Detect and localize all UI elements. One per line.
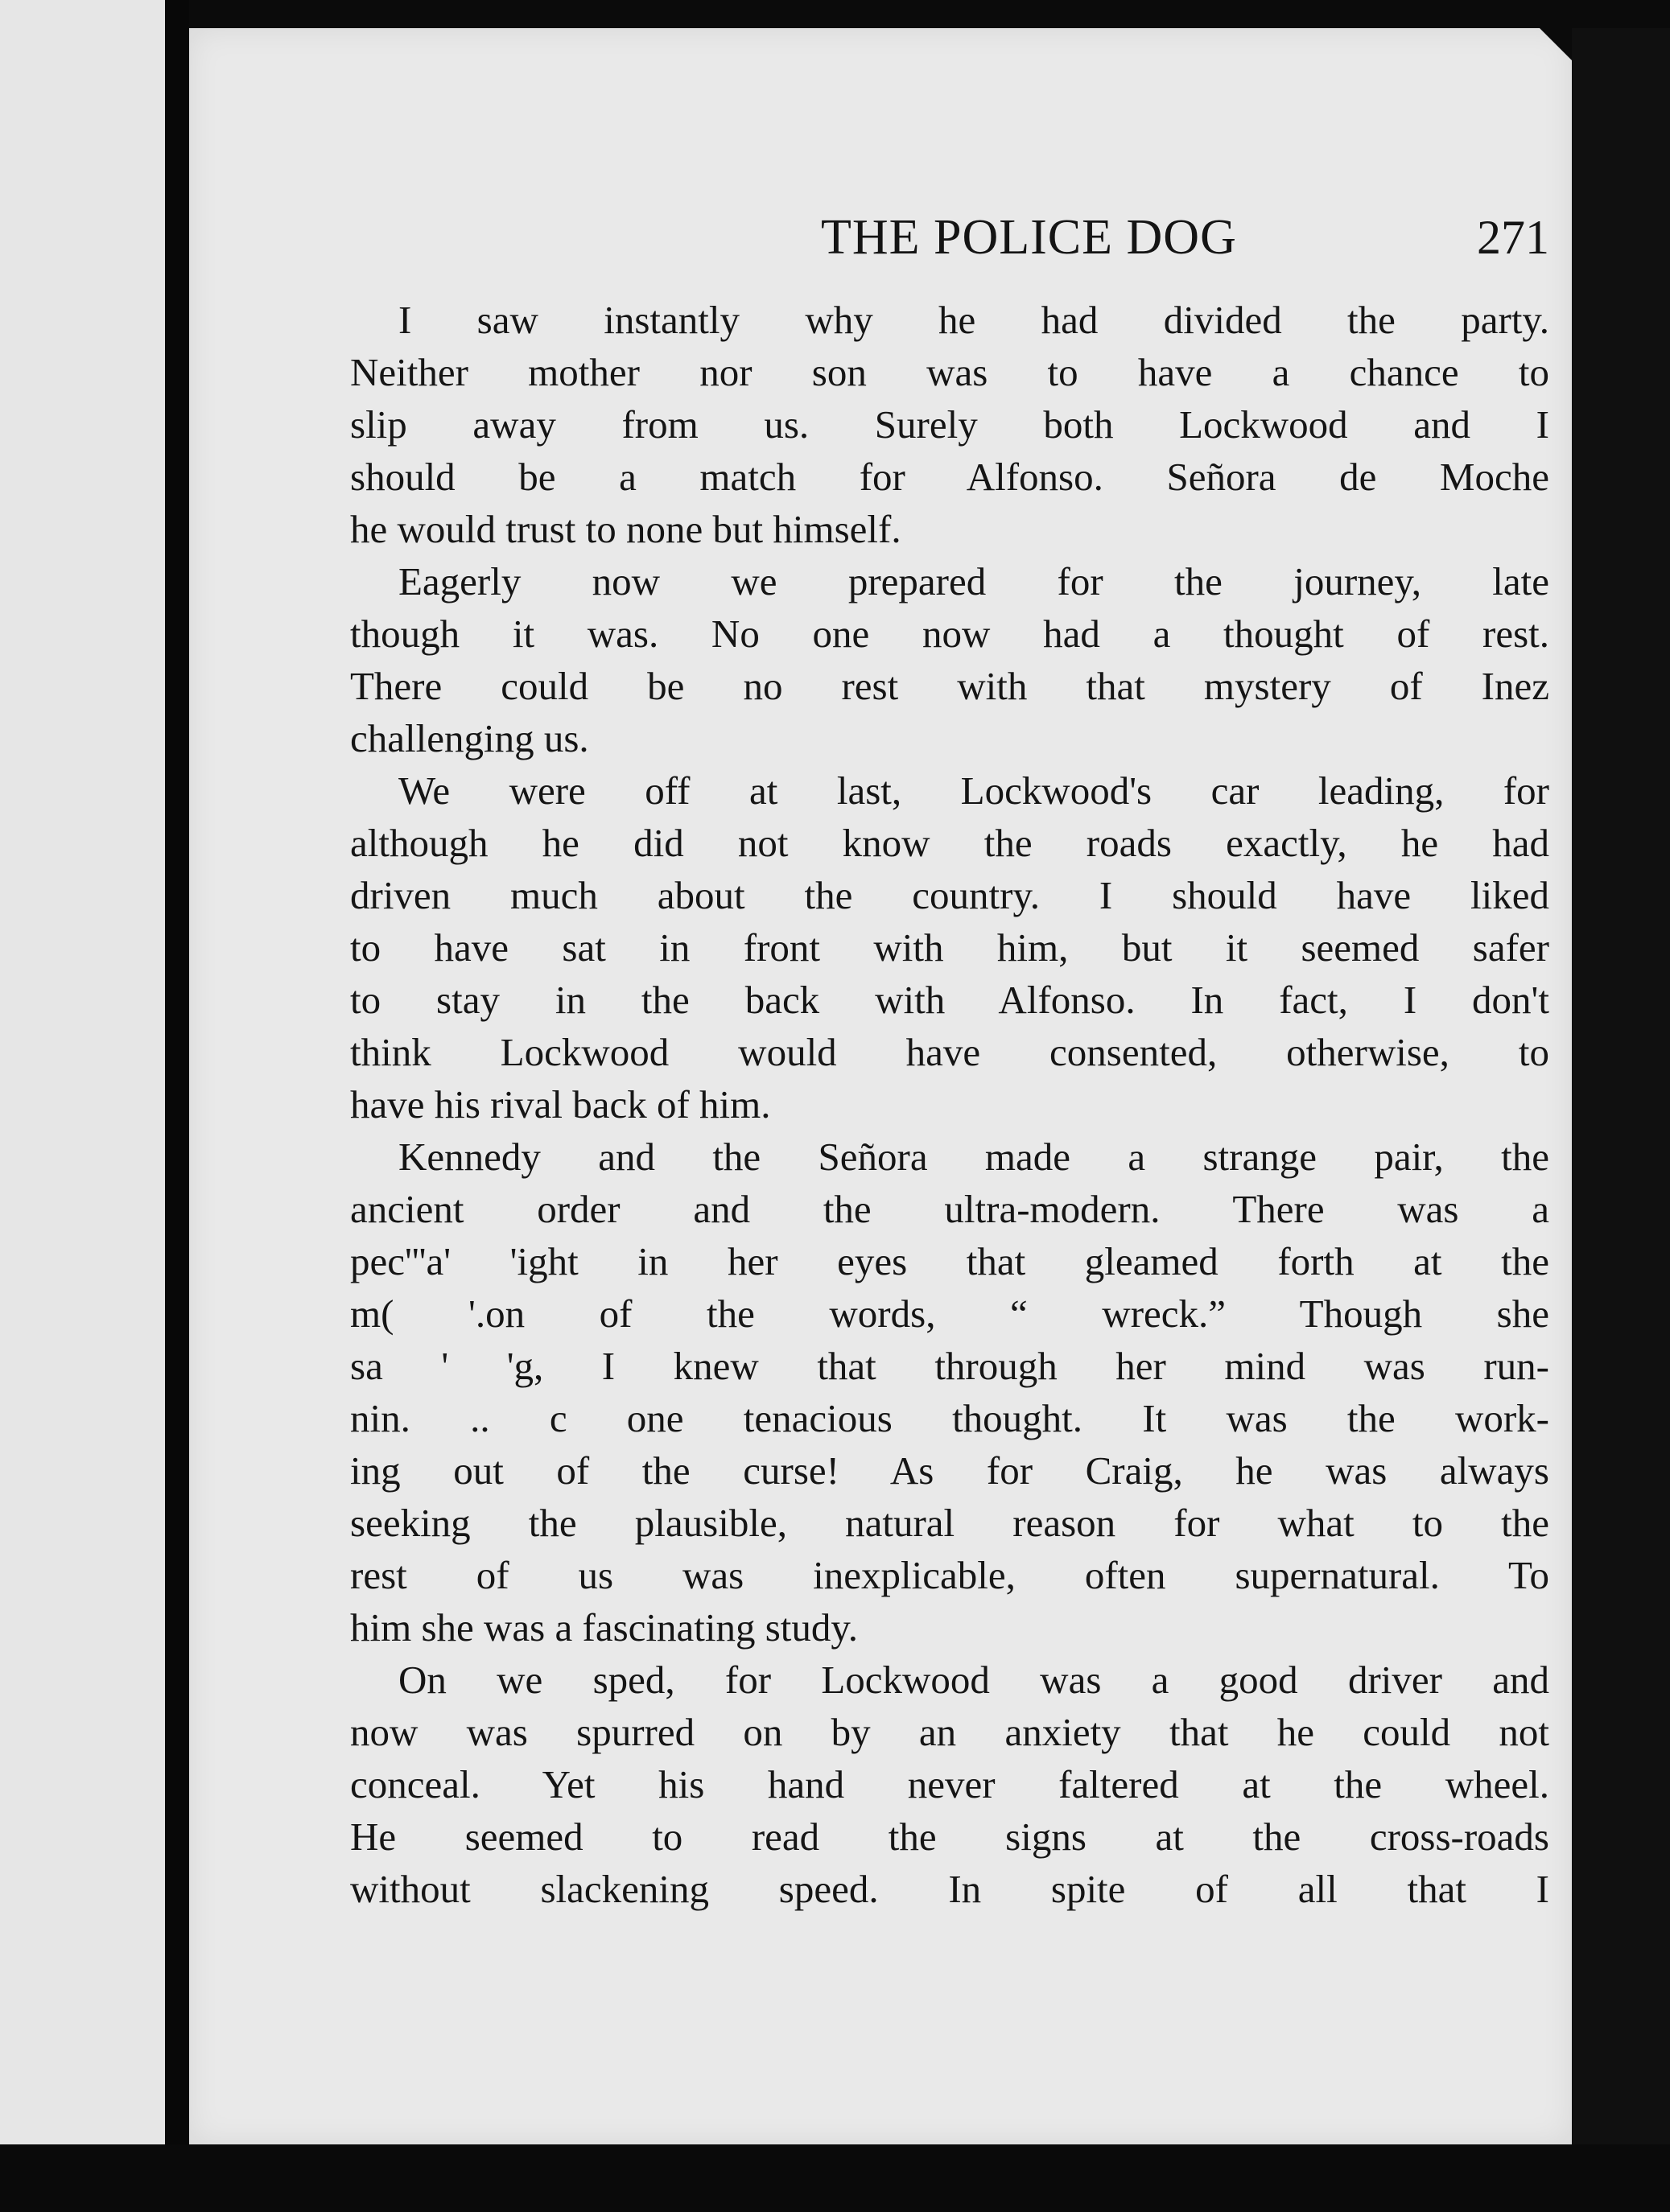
text-line: ing out of the curse! As for Craig, he was always — [350, 1448, 1549, 1493]
text-line: have his rival back of him. — [350, 1082, 771, 1127]
text-line: sa ' 'g, I knew that through her mind was run- — [350, 1344, 1549, 1388]
body-text — [350, 294, 1549, 1915]
text-line: he would trust to none but himself. — [350, 507, 901, 551]
text-line: Neither mother nor son was to have a chance to — [350, 350, 1549, 394]
text-line: On we sped, for Lockwood was a good driver and — [398, 1658, 1549, 1702]
text-line: I saw instantly why he had divided the party. — [398, 298, 1549, 342]
text-line: without slackening speed. In spite of all that I — [350, 1867, 1549, 1911]
text-line: should be a match for Alfonso. Señora de Moche — [350, 455, 1549, 499]
text-line: ancient order and the ultra-modern. There was a — [350, 1187, 1549, 1231]
book-page — [189, 28, 1572, 2144]
paragraph — [350, 294, 1549, 555]
text-line: although he did not know the roads exactly, he had — [350, 821, 1549, 865]
text-line: slip away from us. Surely both Lockwood and I — [350, 402, 1549, 447]
text-line: though it was. No one now had a thought of rest. — [350, 612, 1549, 656]
text-line: Eagerly now we prepared for the journey, late — [398, 559, 1549, 603]
paragraph — [350, 1131, 1549, 1654]
running-head-title: THE POLICE DOG — [821, 210, 1237, 265]
paragraph — [350, 1654, 1549, 1915]
paragraph — [350, 764, 1549, 1131]
text-line: seeking the plausible, natural reason for what to the — [350, 1501, 1549, 1545]
running-head — [350, 197, 1549, 278]
bottom-scan-edge — [0, 2144, 1670, 2212]
right-binding-edge — [1572, 28, 1670, 2144]
facing-page-edge — [0, 0, 165, 2212]
text-line: Kennedy and the Señora made a strange pair, the — [398, 1135, 1549, 1179]
text-line: conceal. Yet his hand never faltered at the wheel. — [350, 1762, 1549, 1806]
text-line: challenging us. — [350, 716, 589, 760]
page-number: 271 — [1477, 211, 1549, 264]
text-line: We were off at last, Lockwood's car leading, for — [398, 768, 1549, 813]
text-line: think Lockwood would have consented, otherwise, to — [350, 1030, 1549, 1074]
text-line: pec'''a' 'ight in her eyes that gleamed forth at the — [350, 1239, 1549, 1283]
text-line: now was spurred on by an anxiety that he could not — [350, 1710, 1549, 1754]
text-line: rest of us was inexplicable, often supernatural. To — [350, 1553, 1549, 1597]
text-line: There could be no rest with that mystery of Inez — [350, 664, 1549, 708]
text-line: to stay in the back with Alfonso. In fact, I don't — [350, 978, 1549, 1022]
gutter-shadow — [165, 0, 189, 2212]
text-line: He seemed to read the signs at the cross-roads — [350, 1814, 1549, 1859]
text-line: nin. .. c one tenacious thought. It was the work- — [350, 1396, 1549, 1440]
text-line: to have sat in front with him, but it seemed safer — [350, 925, 1549, 970]
text-line: him she was a fascinating study. — [350, 1605, 858, 1650]
paragraph — [350, 555, 1549, 764]
page-corner — [1540, 28, 1572, 60]
text-line: driven much about the country. I should have liked — [350, 873, 1549, 917]
text-line: m( '.on of the words, “ wreck.” Though she — [350, 1291, 1549, 1336]
